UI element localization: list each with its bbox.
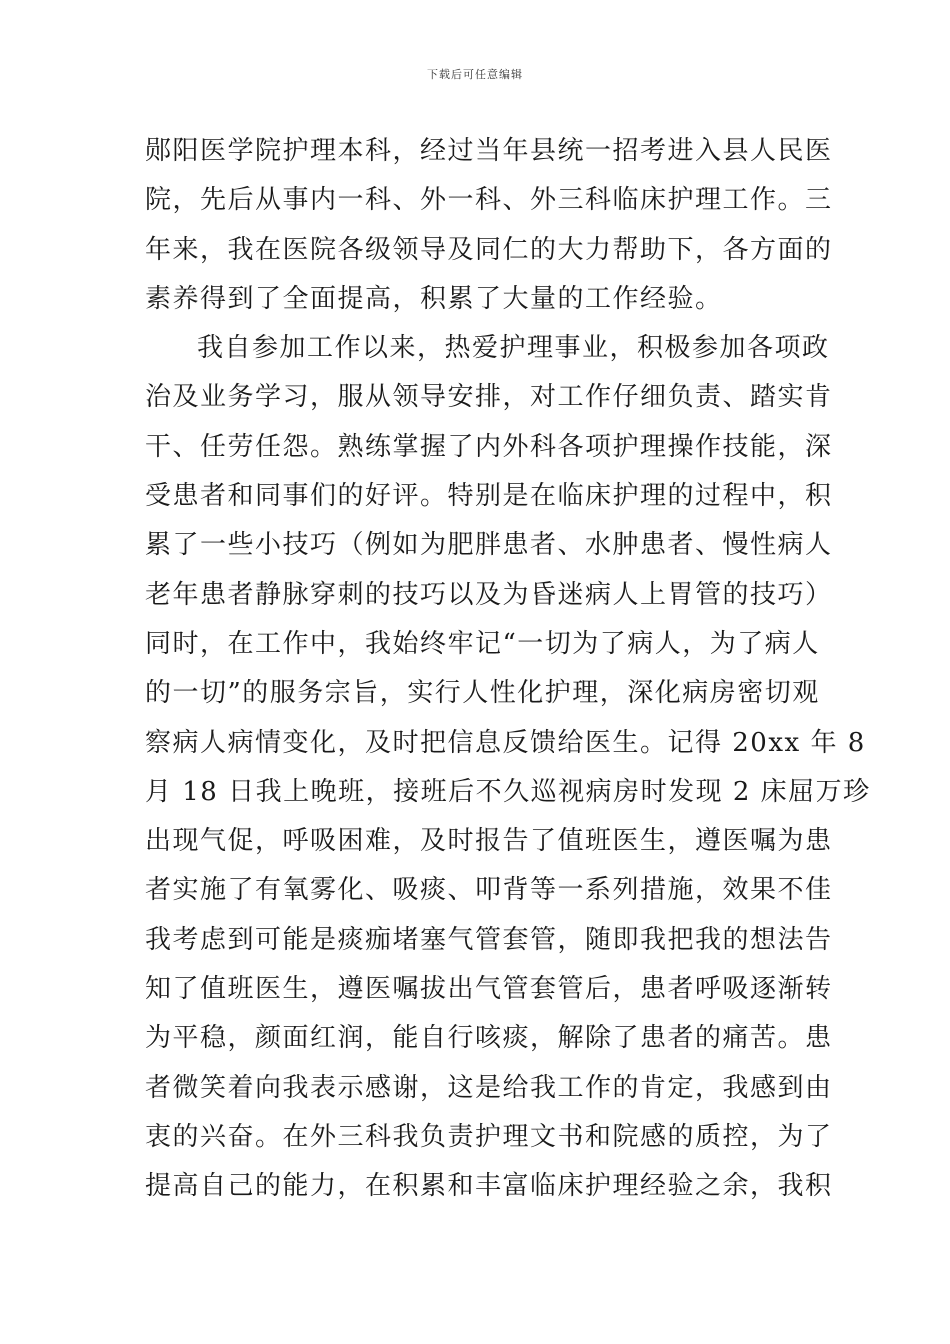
body-line: 为平稳，颜面红润，能自行咳痰，解除了患者的痛苦。患	[145, 1023, 833, 1054]
body-line: 干、任劳任怨。熟练掌握了内外科各项护理操作技能，深	[145, 431, 833, 462]
body-line: 我考虑到可能是痰痂堵塞气管套管，随即我把我的想法告	[145, 924, 833, 955]
body-line: 受患者和同事们的好评。特别是在临床护理的过程中，积	[145, 481, 833, 512]
header-note: 下载后可任意编辑	[427, 68, 523, 81]
body-line: 者微笑着向我表示感谢，这是给我工作的肯定，我感到由	[145, 1072, 833, 1103]
body-line: 出现气促，呼吸困难，及时报告了值班医生，遵医嘱为患	[145, 826, 833, 857]
body-line: 月 18 日我上晚班，接班后不久巡视病房时发现 2 床屈万珍	[145, 776, 871, 807]
document-body	[145, 132, 871, 1217]
body-line: 者实施了有氧雾化、吸痰、叩背等一系列措施，效果不佳	[145, 875, 833, 906]
body-line: 老年患者静脉穿刺的技巧以及为昏迷病人上胃管的技巧）	[145, 579, 833, 610]
body-line: 提高自己的能力，在积累和丰富临床护理经验之余，我积	[145, 1171, 833, 1202]
body-line: 治及业务学习，服从领导安排，对工作仔细负责、踏实肯	[145, 382, 833, 413]
body-line: 知了值班医生，遵医嘱拔出气管套管后，患者呼吸逐渐转	[145, 974, 833, 1005]
body-line: 的一切”的服务宗旨，实行人性化护理，深化病房密切观	[145, 678, 820, 709]
body-line: 察病人病情变化，及时把信息反馈给医生。记得 20xx 年 8	[145, 727, 866, 758]
body-line: 郧阳医学院护理本科，经过当年县统一招考进入县人民医	[145, 136, 833, 166]
body-line: 院，先后从事内一科、外一科、外三科临床护理工作。三	[145, 185, 833, 216]
body-line: 我自参加工作以来，热爱护理事业，积极参加各项政	[197, 333, 830, 364]
body-line: 年来，我在医院各级领导及同仁的大力帮助下，各方面的	[145, 234, 833, 265]
body-line: 同时，在工作中，我始终牢记“一切为了病人，为了病人	[145, 628, 820, 659]
body-line: 衷的兴奋。在外三科我负责护理文书和院感的质控，为了	[145, 1121, 833, 1152]
body-line: 素养得到了全面提高，积累了大量的工作经验。	[145, 283, 723, 314]
body-line: 累了一些小技巧（例如为肥胖患者、水肿患者、慢性病人	[145, 530, 833, 561]
